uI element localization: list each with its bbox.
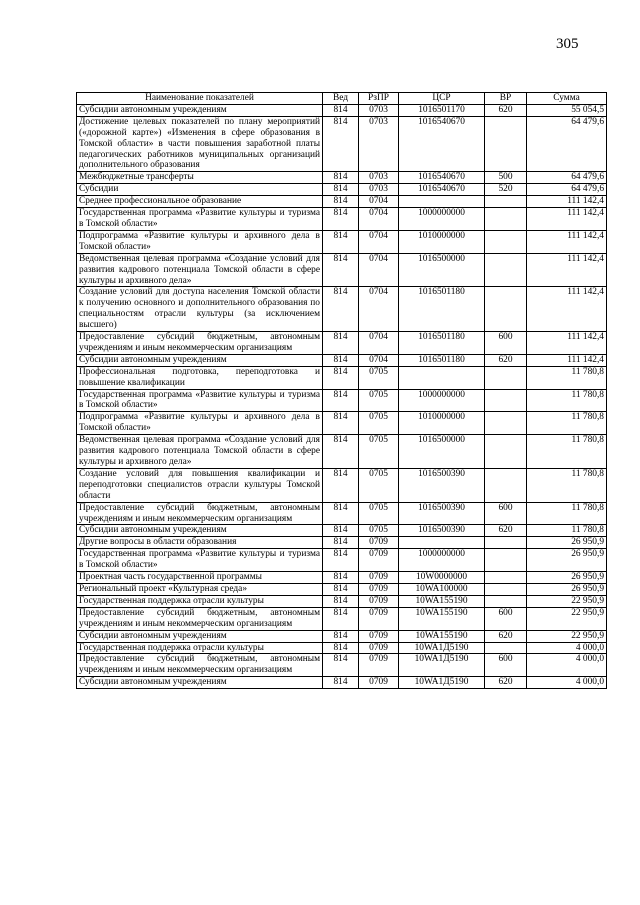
- header-row: [77, 93, 607, 105]
- cell-csr: 1016500390: [399, 502, 485, 525]
- cell-name: Создание условий для доступа населения Томской области к получению основного и дополнительного образования по специальностям отрасли культуры (за исключением высшего): [77, 287, 323, 332]
- cell-name: Предоставление субсидий бюджетным, автономным учреждениям и иным некоммерческим организациям: [77, 332, 323, 355]
- header-sum: Сумма: [527, 93, 607, 105]
- cell-csr: 1016501180: [399, 287, 485, 332]
- cell-vr: [485, 583, 527, 595]
- cell-rzpr: 0704: [359, 230, 399, 253]
- cell-csr: 1016540670: [399, 116, 485, 172]
- cell-sum: 111 142,4: [527, 208, 607, 231]
- cell-vr: [485, 572, 527, 584]
- cell-ved: 814: [323, 630, 359, 642]
- cell-ved: 814: [323, 354, 359, 366]
- table-row: [77, 184, 607, 196]
- cell-name: Подпрограмма «Развитие культуры и архивного дела в Томской области»: [77, 412, 323, 435]
- cell-sum: 55 054,5: [527, 104, 607, 116]
- cell-name: Предоставление субсидий бюджетным, автономным учреждениям и иным некоммерческим организациям: [77, 502, 323, 525]
- cell-rzpr: 0705: [359, 412, 399, 435]
- cell-csr: 1016540670: [399, 172, 485, 184]
- cell-vr: [485, 208, 527, 231]
- cell-csr: 1016500390: [399, 525, 485, 537]
- table-row: [77, 549, 607, 572]
- cell-sum: 64 479,6: [527, 172, 607, 184]
- cell-rzpr: 0709: [359, 677, 399, 689]
- cell-csr: 10WA155190: [399, 630, 485, 642]
- cell-sum: 22 950,9: [527, 630, 607, 642]
- cell-csr: 10WA155190: [399, 607, 485, 630]
- cell-ved: 814: [323, 607, 359, 630]
- budget-table: [76, 92, 607, 689]
- cell-name: Создание условий для повышения квалификации и переподготовки специалистов отрасли культуры Томской области: [77, 468, 323, 502]
- cell-rzpr: 0704: [359, 196, 399, 208]
- cell-vr: 600: [485, 332, 527, 355]
- header-name: Наименование показателей: [77, 93, 323, 105]
- cell-rzpr: 0705: [359, 502, 399, 525]
- cell-name: Государственная программа «Развитие культуры и туризма в Томской области»: [77, 549, 323, 572]
- cell-csr: [399, 537, 485, 549]
- cell-csr: 1010000000: [399, 412, 485, 435]
- cell-vr: 620: [485, 525, 527, 537]
- table-row: [77, 502, 607, 525]
- cell-vr: 620: [485, 630, 527, 642]
- header-ved: Вед: [323, 93, 359, 105]
- cell-vr: [485, 595, 527, 607]
- cell-name: Предоставление субсидий бюджетным, автономным учреждениям и иным некоммерческим организациям: [77, 654, 323, 677]
- cell-csr: 1000000000: [399, 549, 485, 572]
- cell-csr: 1016500390: [399, 468, 485, 502]
- cell-vr: [485, 412, 527, 435]
- cell-name: Ведомственная целевая программа «Создание условий для развития кадрового потенциала Томской области в сфере культуры и архивного дела»: [77, 435, 323, 469]
- cell-csr: 1000000000: [399, 389, 485, 412]
- table-row: [77, 630, 607, 642]
- cell-vr: 520: [485, 184, 527, 196]
- cell-name: Субсидии автономным учреждениям: [77, 677, 323, 689]
- cell-vr: [485, 196, 527, 208]
- cell-ved: 814: [323, 549, 359, 572]
- cell-sum: 11 780,8: [527, 525, 607, 537]
- cell-name: Субсидии автономным учреждениям: [77, 630, 323, 642]
- cell-name: Профессиональная подготовка, переподготовка и повышение квалификации: [77, 366, 323, 389]
- cell-ved: 814: [323, 642, 359, 654]
- cell-name: Достижение целевых показателей по плану мероприятий («дорожной карте») «Изменения в сфере образования в Томской области» в части повышения заработной платы педагогических работников муниципальных организаций дополнительного образования: [77, 116, 323, 172]
- cell-vr: [485, 230, 527, 253]
- cell-vr: [485, 116, 527, 172]
- cell-ved: 814: [323, 389, 359, 412]
- table-row: [77, 642, 607, 654]
- cell-vr: [485, 287, 527, 332]
- table-row: [77, 468, 607, 502]
- cell-ved: 814: [323, 230, 359, 253]
- cell-ved: 814: [323, 332, 359, 355]
- cell-sum: 111 142,4: [527, 253, 607, 287]
- cell-name: Государственная поддержка отрасли культуры: [77, 595, 323, 607]
- cell-rzpr: 0709: [359, 654, 399, 677]
- cell-csr: 1010000000: [399, 230, 485, 253]
- page-number: 305: [556, 36, 579, 52]
- cell-rzpr: 0709: [359, 572, 399, 584]
- cell-ved: 814: [323, 412, 359, 435]
- cell-sum: 26 950,9: [527, 549, 607, 572]
- header-rzpr: РзПР: [359, 93, 399, 105]
- cell-sum: 11 780,8: [527, 366, 607, 389]
- cell-name: Региональный проект «Культурная среда»: [77, 583, 323, 595]
- cell-vr: [485, 468, 527, 502]
- cell-csr: 1016500000: [399, 253, 485, 287]
- cell-name: Субсидии автономным учреждениям: [77, 354, 323, 366]
- cell-csr: 10WA1Д5190: [399, 642, 485, 654]
- cell-sum: 64 479,6: [527, 116, 607, 172]
- cell-vr: [485, 253, 527, 287]
- table-row: [77, 412, 607, 435]
- cell-rzpr: 0709: [359, 630, 399, 642]
- cell-ved: 814: [323, 287, 359, 332]
- cell-sum: 4 000,0: [527, 654, 607, 677]
- cell-vr: [485, 389, 527, 412]
- table-row: [77, 332, 607, 355]
- cell-ved: 814: [323, 525, 359, 537]
- cell-name: Среднее профессиональное образование: [77, 196, 323, 208]
- cell-csr: 1016540670: [399, 184, 485, 196]
- cell-ved: 814: [323, 104, 359, 116]
- cell-rzpr: 0709: [359, 537, 399, 549]
- cell-rzpr: 0704: [359, 287, 399, 332]
- table-row: [77, 435, 607, 469]
- cell-rzpr: 0709: [359, 549, 399, 572]
- cell-sum: 11 780,8: [527, 412, 607, 435]
- cell-csr: 1000000000: [399, 208, 485, 231]
- cell-rzpr: 0709: [359, 583, 399, 595]
- cell-vr: [485, 549, 527, 572]
- table-row: [77, 595, 607, 607]
- table-row: [77, 389, 607, 412]
- cell-vr: [485, 642, 527, 654]
- cell-sum: 26 950,9: [527, 537, 607, 549]
- cell-rzpr: 0709: [359, 595, 399, 607]
- cell-rzpr: 0704: [359, 332, 399, 355]
- cell-rzpr: 0703: [359, 116, 399, 172]
- cell-rzpr: 0709: [359, 642, 399, 654]
- cell-vr: 600: [485, 502, 527, 525]
- cell-csr: 10WA100000: [399, 583, 485, 595]
- cell-vr: [485, 366, 527, 389]
- cell-ved: 814: [323, 677, 359, 689]
- cell-sum: 11 780,8: [527, 468, 607, 502]
- table-row: [77, 196, 607, 208]
- table-row: [77, 230, 607, 253]
- cell-name: Субсидии автономным учреждениям: [77, 525, 323, 537]
- cell-ved: 814: [323, 537, 359, 549]
- table-row: [77, 172, 607, 184]
- cell-sum: 22 950,9: [527, 607, 607, 630]
- table-row: [77, 572, 607, 584]
- cell-sum: 22 950,9: [527, 595, 607, 607]
- cell-name: Другие вопросы в области образования: [77, 537, 323, 549]
- cell-csr: [399, 196, 485, 208]
- cell-sum: 111 142,4: [527, 196, 607, 208]
- cell-vr: 620: [485, 354, 527, 366]
- cell-ved: 814: [323, 468, 359, 502]
- cell-name: Государственная программа «Развитие культуры и туризма в Томской области»: [77, 208, 323, 231]
- cell-vr: [485, 537, 527, 549]
- cell-ved: 814: [323, 253, 359, 287]
- cell-csr: 10W0000000: [399, 572, 485, 584]
- cell-ved: 814: [323, 116, 359, 172]
- cell-csr: 10WA155190: [399, 595, 485, 607]
- table-row: [77, 607, 607, 630]
- cell-csr: 1016500000: [399, 435, 485, 469]
- cell-ved: 814: [323, 172, 359, 184]
- cell-rzpr: 0704: [359, 208, 399, 231]
- cell-sum: 111 142,4: [527, 332, 607, 355]
- table-header: [77, 93, 607, 105]
- cell-rzpr: 0703: [359, 104, 399, 116]
- cell-sum: 4 000,0: [527, 642, 607, 654]
- cell-name: Межбюджетные трансферты: [77, 172, 323, 184]
- cell-sum: 111 142,4: [527, 287, 607, 332]
- cell-ved: 814: [323, 572, 359, 584]
- cell-csr: 1016501180: [399, 332, 485, 355]
- cell-ved: 814: [323, 595, 359, 607]
- cell-vr: 600: [485, 654, 527, 677]
- cell-sum: 26 950,9: [527, 583, 607, 595]
- cell-sum: 64 479,6: [527, 184, 607, 196]
- cell-sum: 11 780,8: [527, 435, 607, 469]
- cell-rzpr: 0705: [359, 435, 399, 469]
- table-row: [77, 354, 607, 366]
- cell-sum: 111 142,4: [527, 230, 607, 253]
- cell-name: Государственная программа «Развитие культуры и туризма в Томской области»: [77, 389, 323, 412]
- cell-sum: 11 780,8: [527, 389, 607, 412]
- table-body: [77, 104, 607, 688]
- cell-csr: 10WA1Д5190: [399, 677, 485, 689]
- cell-name: Предоставление субсидий бюджетным, автономным учреждениям и иным некоммерческим организациям: [77, 607, 323, 630]
- cell-csr: 1016501180: [399, 354, 485, 366]
- cell-rzpr: 0709: [359, 607, 399, 630]
- cell-name: Ведомственная целевая программа «Создание условий для развития кадрового потенциала Томской области в сфере культуры и архивного дела»: [77, 253, 323, 287]
- cell-name: Проектная часть государственной программы: [77, 572, 323, 584]
- cell-ved: 814: [323, 366, 359, 389]
- table-row: [77, 287, 607, 332]
- cell-csr: 10WA1Д5190: [399, 654, 485, 677]
- table-row: [77, 537, 607, 549]
- cell-name: Субсидии: [77, 184, 323, 196]
- cell-sum: 4 000,0: [527, 677, 607, 689]
- header-csr: ЦСР: [399, 93, 485, 105]
- header-vr: ВР: [485, 93, 527, 105]
- cell-ved: 814: [323, 196, 359, 208]
- cell-csr: 1016501170: [399, 104, 485, 116]
- cell-rzpr: 0705: [359, 468, 399, 502]
- table-row: [77, 583, 607, 595]
- table-row: [77, 208, 607, 231]
- cell-vr: 600: [485, 607, 527, 630]
- cell-sum: 11 780,8: [527, 502, 607, 525]
- cell-rzpr: 0705: [359, 525, 399, 537]
- cell-vr: 620: [485, 104, 527, 116]
- table-row: [77, 116, 607, 172]
- cell-rzpr: 0703: [359, 184, 399, 196]
- cell-rzpr: 0704: [359, 354, 399, 366]
- cell-ved: 814: [323, 654, 359, 677]
- cell-ved: 814: [323, 502, 359, 525]
- cell-vr: 500: [485, 172, 527, 184]
- cell-vr: [485, 435, 527, 469]
- cell-name: Государственная поддержка отрасли культуры: [77, 642, 323, 654]
- cell-ved: 814: [323, 435, 359, 469]
- table-row: [77, 525, 607, 537]
- cell-ved: 814: [323, 208, 359, 231]
- cell-rzpr: 0703: [359, 172, 399, 184]
- table-row: [77, 104, 607, 116]
- cell-sum: 111 142,4: [527, 354, 607, 366]
- table-row: [77, 253, 607, 287]
- cell-name: Подпрограмма «Развитие культуры и архивного дела в Томской области»: [77, 230, 323, 253]
- cell-ved: 814: [323, 583, 359, 595]
- cell-rzpr: 0705: [359, 366, 399, 389]
- cell-name: Субсидии автономным учреждениям: [77, 104, 323, 116]
- table-row: [77, 677, 607, 689]
- cell-ved: 814: [323, 184, 359, 196]
- cell-rzpr: 0705: [359, 389, 399, 412]
- cell-rzpr: 0704: [359, 253, 399, 287]
- table-row: [77, 366, 607, 389]
- table-row: [77, 654, 607, 677]
- cell-csr: [399, 366, 485, 389]
- cell-vr: 620: [485, 677, 527, 689]
- cell-sum: 26 950,9: [527, 572, 607, 584]
